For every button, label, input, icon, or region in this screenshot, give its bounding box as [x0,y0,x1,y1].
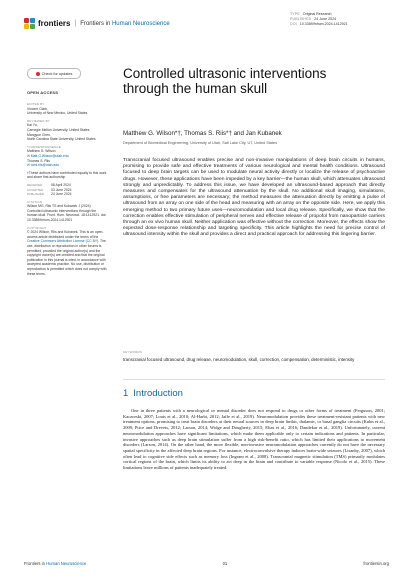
citation-label: CITATION [27,199,43,204]
section-heading: 1 Introduction [123,388,183,399]
editor-name: Vincent Clark, [27,106,49,111]
copyright-label: COPYRIGHT [27,225,47,230]
reviewer-affiliation: North Carolina State University, United States [27,137,96,142]
frontiers-logo-icon [24,18,35,29]
equal-contribution-note: †These authors have contributed equally to this work and share first authorship [27,170,107,180]
published-date: PUBLISHED 24 June 2024 [27,192,72,197]
keywords: transcranial focused ultrasound, drug release, neuromodulation, skull, correction, compensation, deterministic, intensity [123,357,355,362]
copyright-text: © 2024 Wilson, Riis and Kubanek. This is an open-access article distributed under the terms of the Creative Commons Attribution License (CC BY). The use, distribution or reproduction in other forums is permitted, provided the original author(s) and the copyright owner(s) are credited and that the original publication in this journal is cited, in accordance with accepted academic practice. No use, distribution or reproduction is permitted which does not comply with these terms. [27,230,107,276]
editor-affiliation: University of New Mexico, United States [27,111,88,116]
keywords-label: KEYWORDS [123,350,143,354]
reviewer-affiliation: Carnegie Mellon University, United States [27,127,90,132]
correspondence-label: *CORRESPONDENCE [27,144,62,149]
reviewed-by-label: REVIEWED BY [27,118,51,123]
meta-type: TYPE Original Research [290,12,332,16]
reviewer-name: Kai Yu, [27,123,38,128]
brand-name: frontiers [38,19,71,28]
body-paragraph: One in three patients with a neurological or mental disorder does not respond to drugs or other forms of treatment (Ferguson, 2001; Kaczorski, 2007; Louis et al., 2010; Al-Harbi, 2012; Jaffe et al., 2019). Neuromodulation provides these treatment-resistant patients with new treatment options, promising to treat brain disorders at their neural sources in deep brain limbic, thalamic, or basal ganglia circuits (Kuhn et al., 2009; Price and Drevets, 2012; Larson, 2014; Widge and Dougherty, 2015; Elias et al., 2016; Dandekar et al., 2019). Unfortunately, current neuromodulation approaches have significant limitations, which make them applicable only to certain indications and patients. In particular, invasive approaches such as deep brain stimulation suffer from a high risk-benefit ratio, which has limited their applications to movement disorders (Larson, 2014). On the other hand, the more flexible, non-invasive neuromodulation approaches currently do not have the necessary spatial specificity in the affected deep brain regions. For instance, electroconvulsive therapy induces brain-wide seizures (Lisanby, 2007), which often lead to cognitive side effects such as memory loss (Ingram et al., 2008). Transcranial magnetic stimulation (TMS) primarily modulates cortical regions of the brain, which limits its ability to act deep in the brain and contribute to variable response (Nicolo et al., 2015). These limitations leave millions of patients inadequately treated. [123,408,385,471]
header-separator: | [74,20,77,27]
open-access-label: OPEN ACCESS [27,90,59,95]
frontiers-header-logo [24,18,170,29]
meta-doi: DOI 10.3389/fnhum.2024.1412921 [290,22,348,26]
footer-journal: Frontiers in Human Neuroscience [24,561,87,566]
edited-by-label: EDITED BY [27,102,45,106]
sidebar [27,99,107,276]
abstract: Transcranial focused ultrasound enables precise and non-invasive manipulations of deep brain circuits in humans, promising to provide safe and effective treatments of various neurological and mental health conditions. Ultrasound focused to deep brain targets can be used to modulate neural activity directly or localize the release of psychoactive drugs. However, these applications have been impeded by a key barrier—the human skull, which attenuates ultrasound strongly and unpredictably. To address this issue, we have developed an ultrasound-based approach that directly measures and compensates for the ultrasound attenuation by the skull. No additional skull imaging, simulations, assumptions, or free parameters are necessary; the method measures the attenuation directly by emitting a pulse of ultrasound from an array on one side of the head and measuring with an array on the opposite side. Here, we apply this emerging method to two primary future uses—neuromodulation and local drug release. Specifically, we show that the correction enables effective stimulation of peripheral nerves and effective release of propofol from nanoparticle carriers through an ex vivo human skull. Neither application was effective without the correction. Moreover, the effects show the expected dose-response relationship and targeting specificity. This article highlights the need for precise control of ultrasound intensity within the skull and provides a direct and practical approach for addressing this lingering barrier. [123,158,385,238]
author-list: Matthew G. Wilson*†, Thomas S. Riis*† and Jan Kubanek [123,130,282,137]
page-number: 01 [222,561,228,566]
author-affiliation: Department of Biomedical Engineering, University of Utah, Salt Lake City, UT, United States [123,141,277,145]
received-date: RECEIVED 08 April 2024 [27,182,71,187]
reviewer-name: Mangyue Chen, [27,132,51,137]
page-footer [24,561,389,566]
section-divider [123,379,385,380]
article-meta [290,12,348,27]
correspondent-name: Thomas S. Riis [27,158,50,163]
correspondent-email-link[interactable]: ✉ tomi.riis@utah.edu [27,163,60,168]
correspondent-name: Matthew G. Wilson [27,149,56,154]
article-title: Controlled ultrasonic interventions through the human skull [123,66,327,96]
cc-by-license-link[interactable]: Creative Commons Attribution License (CC BY) [27,239,99,244]
correspondent-email-link[interactable]: ✉ Matt.G.Wilson@utah.edu [27,153,69,158]
accepted-date: ACCEPTED 03 June 2024 [27,187,72,192]
meta-published: PUBLISHED 24 June 2024 [290,17,337,21]
footer-site-link[interactable]: frontiersin.org [363,561,389,566]
citation-text: Wilson MG, Riis TS and Kubanek J (2024) Controlled ultrasonic interventions through the human skull. Front. Hum. Neurosci. 18:1412921. doi: 10.3389/fnhum.2024.1412921 [27,204,107,223]
journal-name: Frontiers in Human Neuroscience [80,20,170,27]
update-check-icon [36,72,40,76]
check-for-updates-button[interactable]: Check for updates [27,68,81,79]
